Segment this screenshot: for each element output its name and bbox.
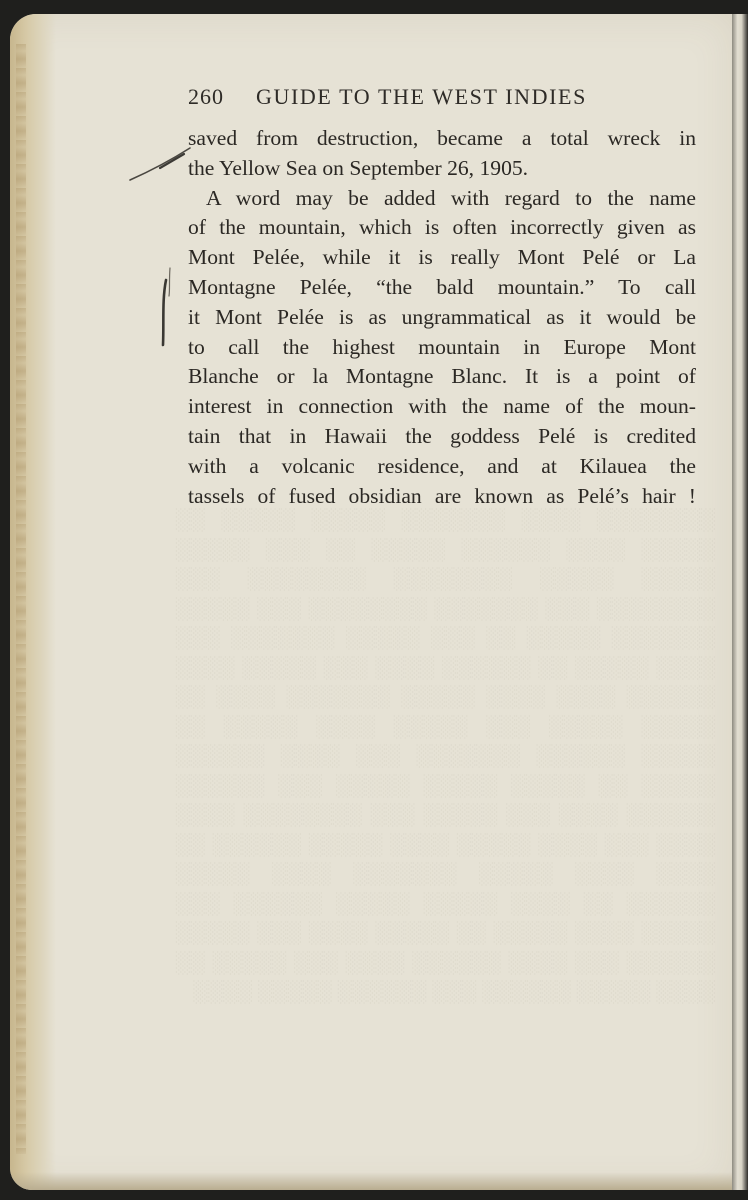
text-line: tain that in Hawaii the goddess Pelé is credited — [188, 423, 696, 448]
text-line: to call the highest mountain in Europe Mont — [188, 334, 696, 359]
text-line: tassels of fused obsidian are known as Pelé’s hair ! — [188, 483, 696, 508]
text-line: Blanche or la Montagne Blanc. It is a point of — [188, 364, 696, 389]
page-header — [188, 84, 658, 116]
text-line: saved from destruction, became a total wreck in — [188, 126, 696, 150]
page-bottom-edge — [10, 1172, 732, 1190]
page-number: 260 — [188, 84, 224, 109]
book-gutter — [732, 14, 748, 1190]
page-edge-stain — [10, 14, 56, 1190]
text-line: the Yellow Sea on September 26, 1905. — [188, 155, 529, 180]
text-line: A word may be added with regard to the name — [206, 185, 696, 210]
text-line: with a volcanic residence, and at Kilauea the — [188, 453, 696, 478]
text-line: Montagne Pelée, “the bald mountain.” To call — [188, 274, 696, 299]
body-text — [188, 124, 696, 511]
text-line: of the mountain, which is often incorrectly given as — [188, 215, 696, 240]
text-line: it Mont Pelée is as ungrammatical as it would be — [188, 304, 696, 329]
text-line: interest in connection with the name of the moun- — [188, 394, 696, 419]
running-head: GUIDE TO THE WEST INDIES — [256, 84, 587, 109]
text-line: Mont Pelée, while it is really Mont Pelé or La — [188, 245, 696, 270]
